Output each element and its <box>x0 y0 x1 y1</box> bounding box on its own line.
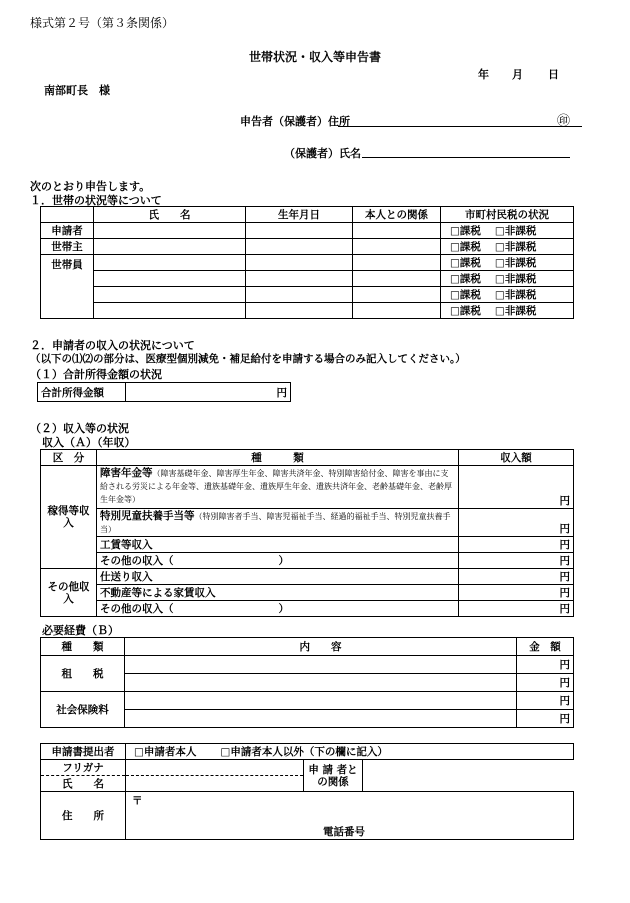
birthdate-cell[interactable] <box>246 239 353 255</box>
intro-text: 次のとおり申告します。 <box>30 180 151 193</box>
date-month: 月 <box>512 68 523 81</box>
name-cell[interactable] <box>94 239 246 255</box>
checkbox-taxed[interactable]: □課税 <box>450 289 481 301</box>
header-tax-status: 市町村民税の状況 <box>441 207 574 223</box>
declarant-address-label: 申告者（保護者）住所 <box>240 115 350 128</box>
name-cell[interactable] <box>94 303 246 319</box>
tax-expense-amount[interactable]: 円 <box>517 674 574 692</box>
checkbox-taxed[interactable]: □課税 <box>450 305 481 317</box>
form-number: 様式第２号（第３条関係） <box>30 16 175 30</box>
child-allowance-row: 特別児童扶養手当等（特別障害者手当、障害児福祉手当、経過的福祉手当、特別児童扶養手当） <box>97 509 459 537</box>
income-header-type: 種 類 <box>97 450 459 466</box>
insurance-expense-label: 社会保険料 <box>41 692 125 728</box>
child-allowance-amount[interactable]: 円 <box>459 509 574 537</box>
birthdate-cell[interactable] <box>246 287 353 303</box>
furigana-label: フリガナ <box>41 760 126 776</box>
income-header-category: 区 分 <box>41 450 97 466</box>
income-table <box>40 449 574 617</box>
addressee: 南部町長 様 <box>44 84 110 97</box>
section2-sub2: （２）収入等の状況 <box>30 422 129 435</box>
checkbox-taxed[interactable]: □課税 <box>450 225 481 237</box>
expense-header-content: 内 容 <box>125 638 517 656</box>
header-name: 氏 名 <box>94 207 246 223</box>
row-label-member: 世帯員 <box>41 255 94 319</box>
name-cell[interactable] <box>94 255 246 271</box>
relation-label: 申 請 者との関係 <box>304 760 363 792</box>
checkbox-nontaxed[interactable]: □非課税 <box>494 273 537 285</box>
tax-cell[interactable] <box>441 239 574 255</box>
wage-amount[interactable]: 円 <box>459 537 574 553</box>
pension-amount[interactable]: 円 <box>459 466 574 509</box>
birthdate-cell[interactable] <box>246 255 353 271</box>
declarant-address-line[interactable] <box>338 126 582 127</box>
other-income-amount[interactable]: 円 <box>459 601 574 617</box>
checkbox-other[interactable]: □申請者本人以外（下の欄に記入） <box>220 746 388 758</box>
tax-cell[interactable] <box>441 271 574 287</box>
section1-title: １．世帯の状況等について <box>30 194 162 207</box>
section2-note: （以下の⑴⑵の部分は、医療型個別減免・補足給付を申請する場合のみ記入してください。） <box>30 353 466 365</box>
insurance-expense-amount[interactable]: 円 <box>517 692 574 710</box>
relation-cell[interactable] <box>353 255 441 271</box>
checkbox-taxed[interactable]: □課税 <box>450 241 481 253</box>
furigana-field[interactable] <box>126 760 304 776</box>
expense-caption: 必要経費（Ｂ） <box>42 624 119 637</box>
income-caption: 収入（Ａ）（年収） <box>42 436 136 449</box>
remittance-amount[interactable]: 円 <box>459 569 574 585</box>
rent-amount[interactable]: 円 <box>459 585 574 601</box>
declarant-name-line[interactable] <box>362 157 570 158</box>
checkbox-nontaxed[interactable]: □非課税 <box>494 305 537 317</box>
submitter-name-label: 氏 名 <box>41 776 126 792</box>
checkbox-nontaxed[interactable]: □非課税 <box>494 257 537 269</box>
pension-row: 障害年金等（障害基礎年金、障害厚生年金、障害共済年金、特別障害給付金、障害を事由に支給される労災による年金等、遺族基礎年金、遺族厚生年金、遺族共済年金、老齢基礎年金、老齢厚生年金等） <box>97 466 459 509</box>
checkbox-nontaxed[interactable]: □非課税 <box>494 289 537 301</box>
other-earned-amount[interactable]: 円 <box>459 553 574 569</box>
relation-field[interactable] <box>363 760 574 792</box>
postal-mark: 〒 <box>132 795 143 807</box>
tax-cell[interactable] <box>441 255 574 271</box>
name-cell[interactable] <box>94 287 246 303</box>
insurance-expense-content[interactable] <box>125 710 517 728</box>
household-table <box>40 206 574 319</box>
section2-sub1: （１）合計所得金額の状況 <box>30 368 162 381</box>
submitter-address-field[interactable] <box>126 792 574 840</box>
tax-cell[interactable] <box>441 287 574 303</box>
earned-income-label: 稼得等収 入 <box>41 466 97 569</box>
total-income-table <box>37 382 291 402</box>
expense-header-type: 種 類 <box>41 638 125 656</box>
name-cell[interactable] <box>94 271 246 287</box>
tax-expense-content[interactable] <box>125 674 517 692</box>
section2-title: ２．申請者の収入の状況について <box>30 339 195 352</box>
checkbox-nontaxed[interactable]: □非課税 <box>494 241 537 253</box>
tax-expense-label: 租 税 <box>41 656 125 692</box>
insurance-expense-content[interactable] <box>125 692 517 710</box>
date-year: 年 <box>478 68 489 81</box>
row-label-householder: 世帯主 <box>41 239 94 255</box>
checkbox-taxed[interactable]: □課税 <box>450 257 481 269</box>
birthdate-cell[interactable] <box>246 303 353 319</box>
header-birthdate: 生年月日 <box>246 207 353 223</box>
tax-cell[interactable] <box>441 223 574 239</box>
checkbox-nontaxed[interactable]: □非課税 <box>494 225 537 237</box>
relation-cell[interactable] <box>353 271 441 287</box>
wage-row: 工賃等収入 <box>97 537 459 553</box>
other-income-row: その他の収入（ ） <box>97 601 459 617</box>
insurance-expense-amount[interactable]: 円 <box>517 710 574 728</box>
submitter-name-field[interactable] <box>126 776 304 792</box>
declarant-name-label: （保護者）氏名 <box>284 147 361 160</box>
other-income-label: その他収 入 <box>41 569 97 617</box>
total-income-label: 合計所得金額 <box>38 383 126 402</box>
total-income-value[interactable]: 円 <box>126 383 291 402</box>
header-relation: 本人との関係 <box>353 207 441 223</box>
relation-cell[interactable] <box>353 287 441 303</box>
other-earned-row: その他の収入（ ） <box>97 553 459 569</box>
birthdate-cell[interactable] <box>246 223 353 239</box>
tax-expense-content[interactable] <box>125 656 517 674</box>
submitter-label: 申請書提出者 <box>41 744 126 760</box>
tax-cell[interactable] <box>441 303 574 319</box>
checkbox-taxed[interactable]: □課税 <box>450 273 481 285</box>
name-cell[interactable] <box>94 223 246 239</box>
birthdate-cell[interactable] <box>246 271 353 287</box>
submitter-address-label: 住 所 <box>41 792 126 840</box>
relation-cell[interactable] <box>353 223 441 239</box>
relation-cell[interactable] <box>353 239 441 255</box>
phone-label: 電話番号 <box>323 826 365 838</box>
expense-table <box>40 637 574 728</box>
remittance-row: 仕送り収入 <box>97 569 459 585</box>
checkbox-self[interactable]: □申請者本人 <box>134 746 197 758</box>
relation-cell[interactable] <box>353 303 441 319</box>
rent-row: 不動産等による家賃収入 <box>97 585 459 601</box>
page-title: 世帯状況・収入等申告書 <box>248 50 381 64</box>
submitter-options <box>126 744 574 760</box>
seal-mark: ㊞ <box>557 114 571 129</box>
tax-expense-amount[interactable]: 円 <box>517 656 574 674</box>
row-label-applicant: 申請者 <box>41 223 94 239</box>
date-day: 日 <box>548 68 559 81</box>
income-header-amount: 収入額 <box>459 450 574 466</box>
expense-header-amount: 金 額 <box>517 638 574 656</box>
submitter-table <box>40 743 574 840</box>
